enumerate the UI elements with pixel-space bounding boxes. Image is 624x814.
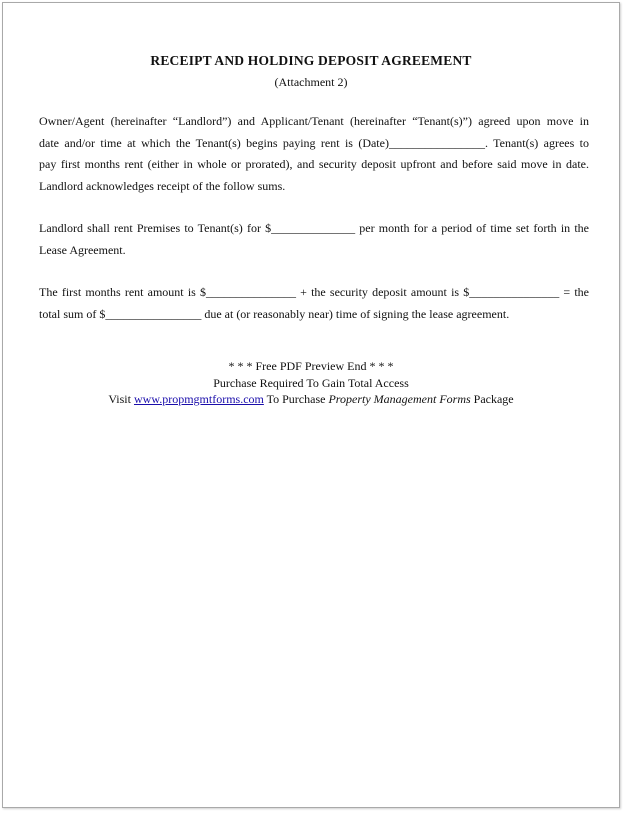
document-subtitle: (Attachment 2) <box>274 75 348 89</box>
paragraph-line: Lease Agreement. <box>39 242 126 257</box>
document-title: RECEIPT AND HOLDING DEPOSIT AGREEMENT <box>150 53 472 68</box>
paragraph-monthly-rent <box>39 218 589 261</box>
paragraph-line: pay first months rent (either in whole or prorated), and security deposit upfront and before said move in date. <box>39 157 589 171</box>
purchase-required-notice: Purchase Required To Gain Total Access <box>213 375 409 390</box>
paragraph-line: Owner/Agent (hereinafter “Landlord”) and Applicant/Tenant (hereinafter “Tenant(s)”) agreed upon move in <box>39 114 589 128</box>
website-link[interactable]: www.propmgmtforms.com <box>133 392 264 406</box>
paragraph-line: date and/or time at which the Tenant(s) begins paying rent is (Date)________________. Tenant(s) agrees to <box>39 135 589 150</box>
paragraph-line: Landlord acknowledges receipt of the follow sums. <box>39 178 286 193</box>
preview-end-notice: * * * Free PDF Preview End * * * <box>228 359 394 373</box>
product-name: Property Management Forms <box>328 392 471 406</box>
paragraph-move-in-date <box>39 111 589 197</box>
paragraph-line: total sum of $________________ due at (or reasonably near) time of signing the lease agreement. <box>39 306 510 321</box>
visit-middle: To Purchase <box>263 392 329 406</box>
visit-line <box>3 391 619 408</box>
visit-prefix: Visit <box>108 392 134 406</box>
paragraph-line: The first months rent amount is $_______________ + the security deposit amount is $_______________ = the <box>39 285 589 299</box>
preview-footer <box>3 358 619 408</box>
visit-suffix: Package <box>470 392 514 406</box>
document-page <box>2 2 620 808</box>
paragraph-line: Landlord shall rent Premises to Tenant(s) for $______________ per month for a period of time set forth in the <box>39 221 589 235</box>
paragraph-total-sum <box>39 282 589 325</box>
